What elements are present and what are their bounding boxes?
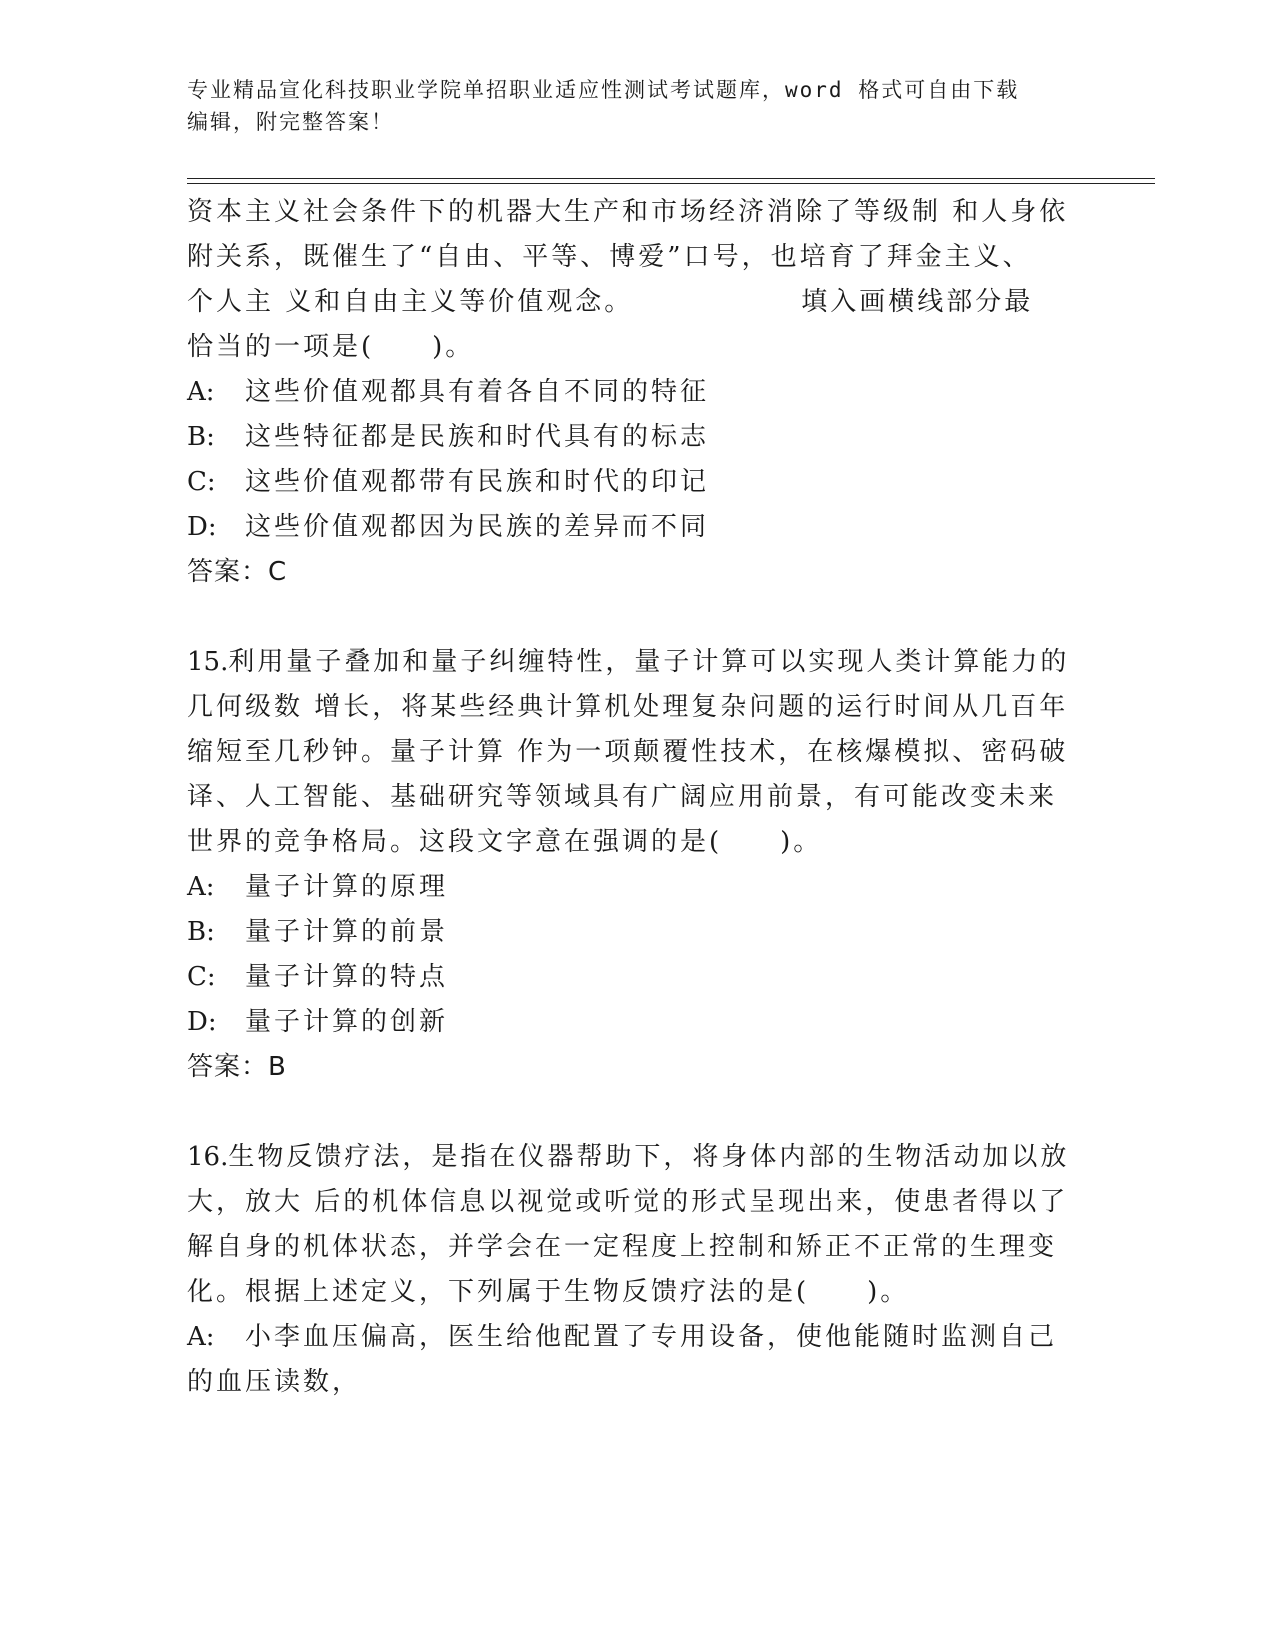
header-rule-bottom xyxy=(187,183,1155,184)
question-stem-line: 解自身的机体状态，并学会在一定程度上控制和矫正不正常的生理变 xyxy=(187,1232,1058,1262)
option-text: 这些价值观都具有着各自不同的特征 xyxy=(245,377,710,407)
question-stem-line xyxy=(187,280,1087,325)
option-text: 这些价值观都因为民族的差异而不同 xyxy=(245,512,710,542)
question-stem-line xyxy=(187,640,1087,685)
question-stem-text: 利用量子叠加和量子纠缠特性，量子计算可以实现人类计算能力的 xyxy=(228,647,1070,677)
option-text: 量子计算的创新 xyxy=(245,1007,449,1037)
question-spacer xyxy=(187,1090,1087,1135)
question-15 xyxy=(187,640,1087,1090)
question-14 xyxy=(187,190,1087,595)
option-a[interactable] xyxy=(187,370,1087,415)
question-stem-line: 译、人工智能、基础研究等领域具有广阔应用前景，有可能改变未来 xyxy=(187,782,1058,812)
option-text: 这些价值观都带有民族和时代的印记 xyxy=(245,467,710,497)
option-d[interactable] xyxy=(187,505,1087,550)
question-16 xyxy=(187,1135,1087,1405)
option-a[interactable] xyxy=(187,865,1087,910)
option-b[interactable] xyxy=(187,910,1087,955)
option-text: 量子计算的特点 xyxy=(245,962,449,992)
question-stem-text: 生物反馈疗法，是指在仪器帮助下，将身体内部的生物活动加以放 xyxy=(228,1142,1070,1172)
question-stem-line: 缩短至几秒钟。量子计算 作为一项颠覆性技术，在核爆模拟、密码破 xyxy=(187,737,1069,767)
option-key: A: xyxy=(187,1322,215,1352)
question-stem-line xyxy=(187,1135,1087,1180)
stem-line-part-2: 填入画横线部分最 xyxy=(801,287,1034,317)
option-key: B: xyxy=(187,917,215,947)
header-line-1: 专业精品宣化科技职业学院单招职业适应性测试考试题库，word 格式可自由下载 xyxy=(187,78,1020,102)
document-body xyxy=(187,190,1087,1405)
question-stem-line: 大，放大 后的机体信息以视觉或听觉的形式呈现出来，使患者得以了 xyxy=(187,1187,1069,1217)
question-stem-line: 世界的竞争格局。这段文字意在强调的是( )。 xyxy=(187,827,823,857)
header-line-2: 编辑，附完整答案！ xyxy=(187,110,394,134)
option-c[interactable] xyxy=(187,460,1087,505)
document-header xyxy=(187,74,1087,138)
option-key: B: xyxy=(187,422,215,452)
question-stem-line: 化。根据上述定义，下列属于生物反馈疗法的是( )。 xyxy=(187,1277,910,1307)
question-stem-line: 附关系，既催生了“自由、平等、博爱”口号，也培育了拜金主义、 xyxy=(187,242,1032,272)
option-d[interactable] xyxy=(187,1000,1087,1045)
question-number: 15. xyxy=(187,647,229,677)
answer-line: 答案：B xyxy=(187,1052,287,1082)
answer-line: 答案：C xyxy=(187,557,288,587)
option-a[interactable] xyxy=(187,1315,1087,1360)
option-c[interactable] xyxy=(187,955,1087,1000)
option-key: D: xyxy=(187,512,217,542)
question-stem-line: 几何级数 增长，将某些经典计算机处理复杂问题的运行时间从几百年 xyxy=(187,692,1069,722)
header-rule-top xyxy=(187,178,1155,179)
question-stem-line: 资本主义社会条件下的机器大生产和市场经济消除了等级制 和人身依 xyxy=(187,197,1069,227)
option-key: C: xyxy=(187,962,216,992)
option-continuation: 的血压读数， xyxy=(187,1367,362,1397)
option-text: 量子计算的前景 xyxy=(245,917,449,947)
option-text: 小李血压偏高，医生给他配置了专用设备，使他能随时监测自己 xyxy=(245,1322,1058,1352)
option-key: A: xyxy=(187,872,215,902)
option-key: C: xyxy=(187,467,216,497)
question-stem-line: 恰当的一项是( )。 xyxy=(187,332,475,362)
option-key: A: xyxy=(187,377,215,407)
option-b[interactable] xyxy=(187,415,1087,460)
option-text: 这些特征都是民族和时代具有的标志 xyxy=(245,422,710,452)
question-number: 16. xyxy=(187,1142,229,1172)
option-text: 量子计算的原理 xyxy=(245,872,449,902)
option-key: D: xyxy=(187,1007,217,1037)
stem-line-part-1: 个人主 义和自由主义等价值观念。 xyxy=(187,287,634,317)
question-spacer xyxy=(187,595,1087,640)
